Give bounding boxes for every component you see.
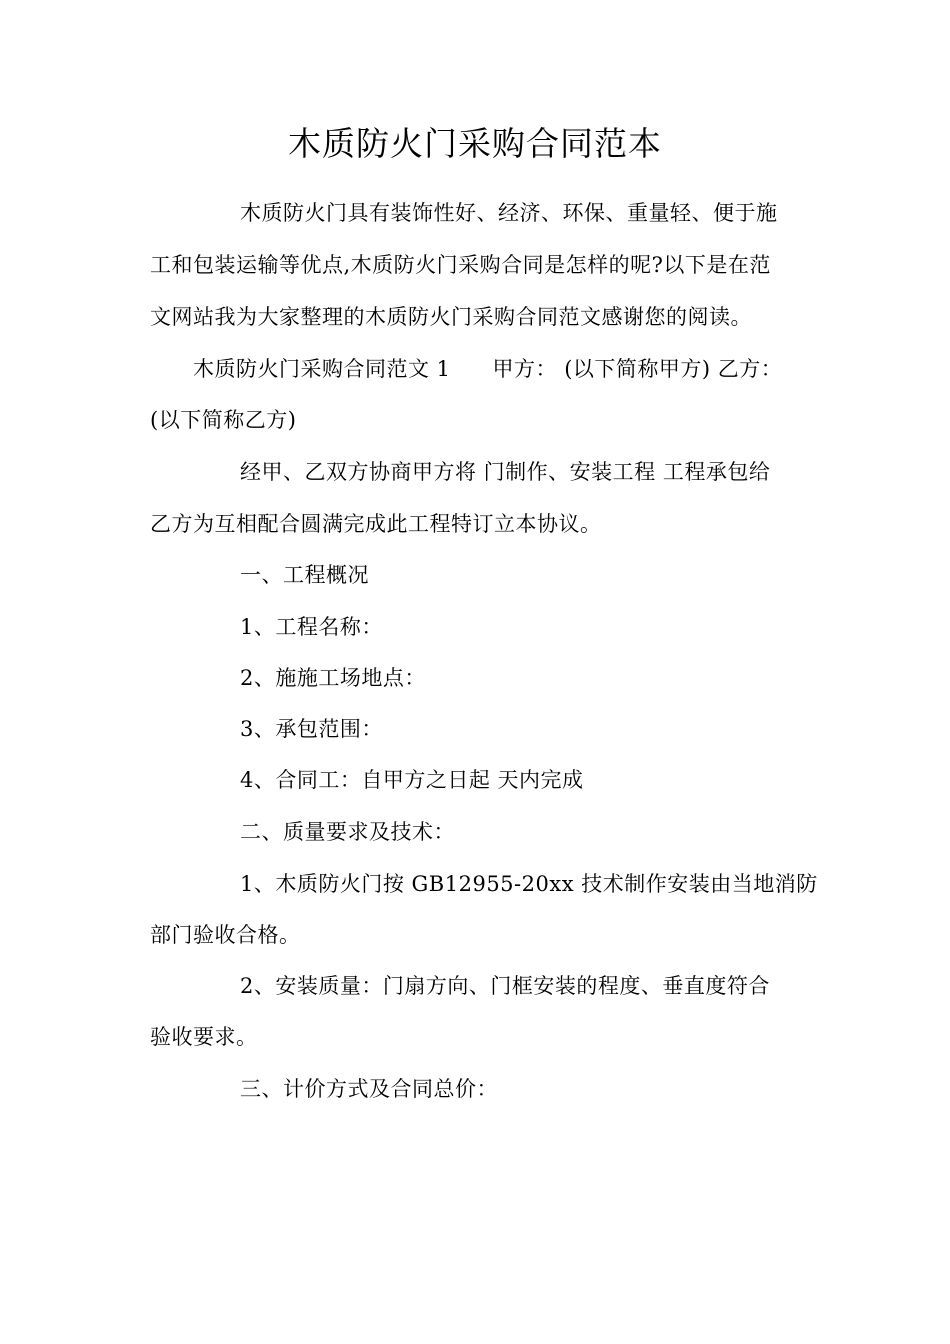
contract-heading-line — [193, 354, 782, 384]
list-item: 4、合同工：自甲方之日起 天内完成 — [240, 768, 584, 792]
list-item: 1、木质防火门按 GB12955-20xx 技术制作安装由当地消防 — [240, 872, 818, 896]
list-item: 1、工程名称： — [240, 615, 383, 639]
section-heading: 三、计价方式及合同总价： — [240, 1077, 498, 1101]
party-a-label: 甲方： (以下简称甲方) 乙方： — [492, 357, 783, 381]
document-title: 木质防火门采购合同范本 — [288, 124, 662, 163]
paragraph-line: 工和包装运输等优点,木质防火门采购合同是怎样的呢?以下是在范 — [150, 253, 771, 277]
paragraph-line: (以下简称乙方) — [150, 408, 297, 432]
section-heading: 二、质量要求及技术： — [240, 820, 455, 844]
paragraph-line: 木质防火门具有装饰性好、经济、环保、重量轻、便于施 — [240, 201, 778, 225]
paragraph-line: 乙方为互相配合圆满完成此工程特订立本协议。 — [150, 512, 602, 536]
list-item: 2、安装质量：门扇方向、门框安装的程度、垂直度符合 — [240, 974, 770, 998]
list-item: 3、承包范围： — [240, 717, 383, 741]
paragraph-line: 经甲、乙双方协商甲方将 门制作、安装工程 工程承包给 — [240, 460, 771, 484]
paragraph-line: 验收要求。 — [150, 1025, 258, 1049]
paragraph-line: 文网站我为大家整理的木质防火门采购合同范文感谢您的阅读。 — [150, 305, 752, 329]
paragraph-line: 部门验收合格。 — [150, 923, 301, 947]
section-heading: 一、工程概况 — [240, 563, 369, 587]
contract-sample-heading: 木质防火门采购合同范文 1 — [193, 357, 451, 381]
list-item: 2、施施工场地点： — [240, 666, 426, 690]
